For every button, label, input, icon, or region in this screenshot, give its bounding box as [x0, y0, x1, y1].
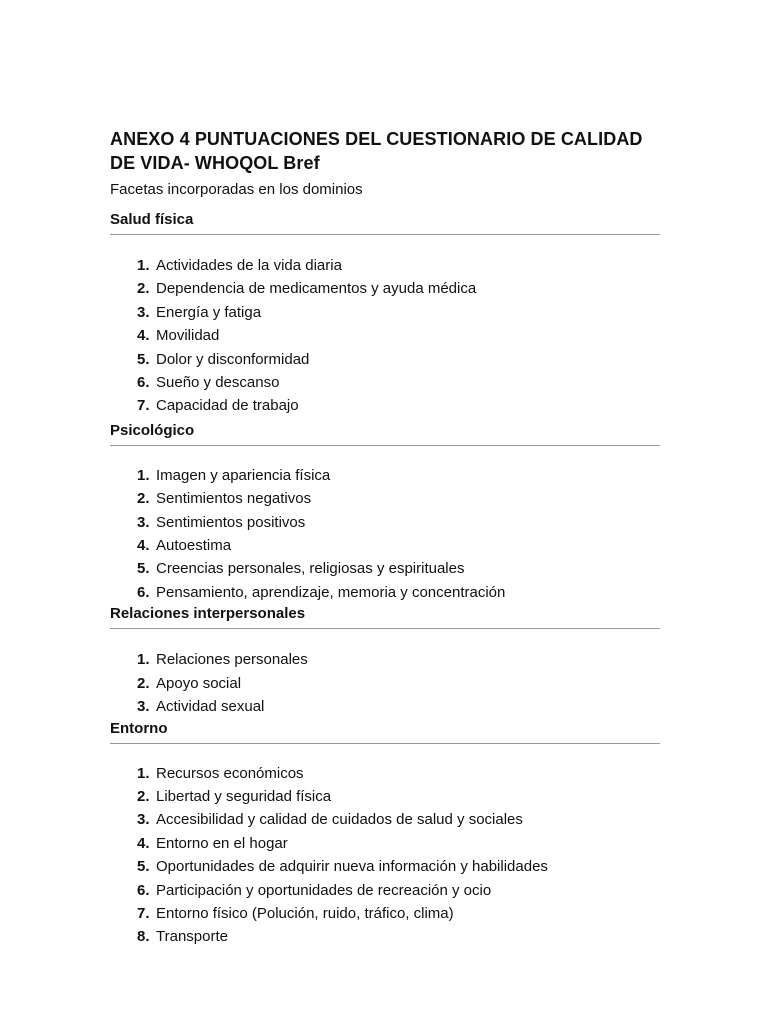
document-page: [110, 127, 660, 949]
list-item: [137, 925, 660, 948]
list-item-text: Movilidad: [156, 327, 220, 345]
list-item: [137, 464, 660, 487]
list-item-text: Actividades de la vida diaria: [156, 257, 342, 274]
facet-list: [110, 762, 660, 949]
list-item: [137, 277, 660, 300]
list-item-text: Recursos económicos: [156, 764, 304, 782]
list-item-number: 3.: [137, 698, 150, 716]
document-subtitle: Facetas incorporadas en los dominios: [110, 181, 363, 198]
section-3: [110, 719, 660, 949]
document-title: [110, 127, 660, 175]
list-item-number: 6.: [137, 583, 150, 601]
list-item: [137, 879, 660, 902]
list-item-text: Oportunidades de adquirir nueva información y habilidades: [156, 858, 548, 876]
list-item-number: 4.: [137, 537, 150, 555]
list-item: [137, 511, 660, 534]
list-item: [137, 557, 660, 580]
list-item: [137, 855, 660, 878]
list-item-number: 3.: [137, 513, 150, 531]
list-item-number: 5.: [137, 858, 150, 876]
facet-list: [110, 254, 660, 418]
list-item-text: Participación y oportunidades de recreación y ocio: [156, 881, 492, 899]
list-item: [137, 902, 660, 925]
section-2: [110, 604, 660, 718]
list-item-number: 4.: [137, 834, 150, 852]
section-heading: Salud física: [110, 210, 660, 235]
list-item: [137, 534, 660, 557]
list-item-number: 2.: [137, 280, 150, 298]
list-item-text: Sentimientos negativos: [156, 490, 312, 508]
list-item: [137, 762, 660, 785]
list-item-number: 3.: [137, 303, 150, 321]
list-item: [137, 254, 660, 277]
list-item-text: Sueño y descanso: [156, 374, 280, 392]
list-item: [137, 785, 660, 808]
list-item-text: Entorno físico (Polución, ruido, tráfico, clima): [156, 904, 454, 922]
list-item-text: Capacidad de trabajo: [156, 397, 299, 415]
list-item-number: 8.: [137, 928, 150, 946]
list-item-number: 2.: [137, 787, 150, 805]
facet-list: [110, 464, 660, 604]
list-item-text: Apoyo social: [156, 674, 242, 692]
list-item-number: 5.: [137, 560, 150, 578]
list-item: [137, 324, 660, 347]
section-heading: Entorno: [110, 719, 660, 744]
list-item-text: Autoestima: [156, 537, 232, 555]
section-heading: Psicológico: [110, 421, 660, 446]
list-item-text: Accesibilidad y calidad de cuidados de salud y sociales: [156, 811, 523, 829]
list-item-text: Sentimientos positivos: [156, 513, 306, 531]
list-item: [137, 672, 660, 695]
domain-sections: [110, 210, 660, 949]
list-item-text: Dolor y disconformidad: [156, 350, 310, 368]
list-item-number: 1.: [137, 257, 150, 274]
list-item: [137, 487, 660, 510]
list-item: [137, 808, 660, 831]
document-title-line2: DE VIDA- WHOQOL Bref: [110, 153, 320, 173]
list-item-number: 6.: [137, 881, 150, 899]
list-item-number: 7.: [137, 904, 150, 922]
list-item: [137, 301, 660, 324]
list-item-text: Pensamiento, aprendizaje, memoria y concentración: [156, 583, 506, 601]
list-item-text: Creencias personales, religiosas y espirituales: [156, 560, 465, 578]
section-0: [110, 210, 660, 418]
list-item: [137, 832, 660, 855]
list-item: [137, 371, 660, 394]
list-item-text: Transporte: [156, 928, 228, 946]
list-item-number: 3.: [137, 811, 150, 829]
section-heading: Relaciones interpersonales: [110, 604, 660, 629]
list-item-text: Libertad y seguridad física: [156, 787, 332, 805]
list-item-number: 1.: [137, 466, 150, 484]
list-item-text: Relaciones personales: [156, 651, 308, 669]
list-item-number: 6.: [137, 374, 150, 392]
list-item: [137, 348, 660, 371]
list-item-number: 5.: [137, 350, 150, 368]
list-item-number: 4.: [137, 327, 150, 345]
list-item-text: Dependencia de medicamentos y ayuda médica: [156, 280, 477, 298]
document-title-line1: ANEXO 4 PUNTUACIONES DEL CUESTIONARIO DE CALIDAD: [110, 129, 643, 149]
list-item-number: 2.: [137, 674, 150, 692]
section-1: [110, 421, 660, 604]
list-item-number: 1.: [137, 764, 150, 782]
list-item-number: 2.: [137, 490, 150, 508]
list-item: [137, 581, 660, 604]
list-item: [137, 394, 660, 417]
list-item-text: Entorno en el hogar: [156, 834, 288, 852]
list-item-number: 1.: [137, 651, 150, 669]
list-item-text: Energía y fatiga: [156, 303, 262, 321]
list-item: [137, 695, 660, 718]
facet-list: [110, 648, 660, 718]
list-item-text: Imagen y apariencia física: [156, 466, 331, 484]
list-item-text: Actividad sexual: [156, 698, 265, 716]
list-item-number: 7.: [137, 397, 150, 415]
list-item: [137, 648, 660, 671]
